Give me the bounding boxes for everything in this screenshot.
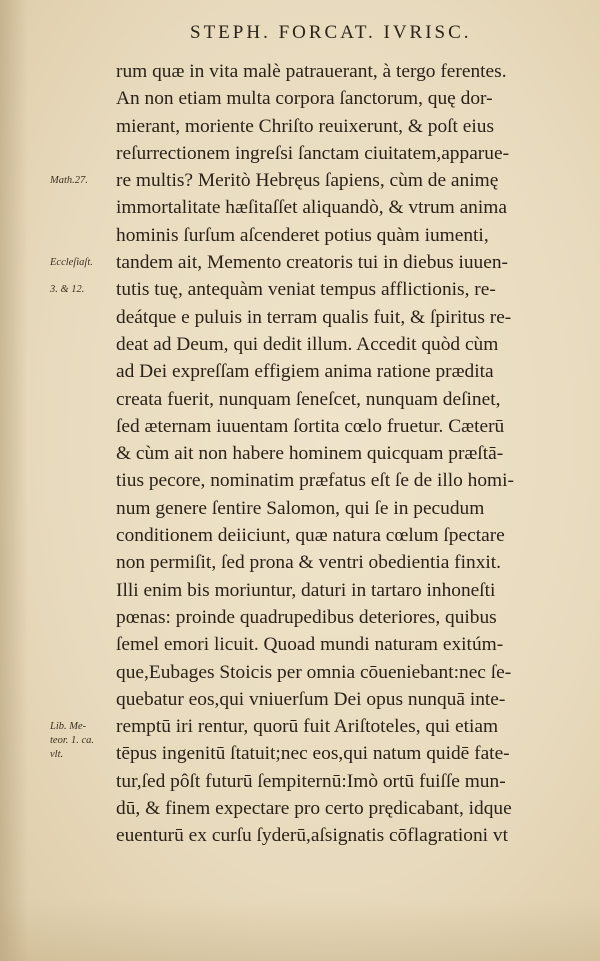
text-line: euenturū ex curſu ſyderū,aſsignatis cōflagrationi vt [116, 825, 508, 847]
text-line: tandem ait, Memento creatoris tui in diebus iuuen- [116, 252, 509, 274]
text-line: reſurrectionem ingreſsi ſanctam ciuitatem,apparue- [116, 142, 510, 164]
running-head: STEPH. FORCAT. IVRISC. [190, 22, 472, 43]
margin-note-ecclesiast: Eccleſiaſt. [50, 257, 93, 269]
gutter-shadow [0, 0, 28, 961]
page-bottom-fold [0, 900, 600, 961]
text-line: ſed æternam iuuentam ſortita cœlo fruetur. Cæterū [116, 415, 505, 437]
text-line: tius pecore, nominatim præfatus eſt ſe de illo homi- [116, 470, 514, 492]
text-line: rum quæ in vita malè patrauerant, à tergo ferentes. [116, 61, 507, 82]
margin-note-chapters: 3. & 12. [50, 284, 85, 296]
text-line: ſemel emori licuit. Quoad mundi naturam exitúm- [116, 634, 504, 656]
text-line: Illi enim bis moriuntur, daturi in tartaro inhoneſti [116, 579, 496, 601]
text-line: tēpus ingenitū ſtatuit;nec eos,qui natum quidē fate- [116, 743, 510, 765]
text-line: pœnas: proinde quadrupedibus deteriores, quibus [116, 606, 497, 628]
text-line: immortalitate hæſitaſſet aliquandò, & vtrum anima [116, 197, 507, 219]
text-line: & cùm ait non habere hominem quicquam præſtā- [116, 443, 504, 465]
margin-note-lib-me: Lib. Me- [50, 721, 87, 733]
text-line: tutis tuę, antequàm veniat tempus afflictionis, re- [116, 279, 496, 301]
text-line: num genere ſentire Salomon, qui ſe in pecudum [116, 497, 485, 519]
text-line: que,Eubages Stoicis per omnia cōueniebant:nec ſe- [116, 661, 512, 683]
text-line: conditionem deiiciunt, quæ natura cœlum ſpectare [116, 525, 505, 547]
text-line: deátque e puluis in terram qualis fuit, & ſpiritus re- [116, 306, 512, 328]
text-line: deat ad Deum, qui dedit illum. Accedit quòd cùm [116, 333, 499, 355]
text-line: An non etiam multa corpora ſanctorum, quę dor- [116, 88, 493, 110]
margin-note-math: Math.27. [50, 175, 88, 187]
text-line: ad Dei expreſſam effigiem anima ratione prædita [116, 361, 494, 383]
text-line: quebatur eos,qui vniuerſum Dei opus nunquā inte- [116, 688, 506, 710]
text-line: creata fuerit, nunquam ſeneſcet, nunquam deſinet, [116, 388, 501, 410]
text-line: re multis? Meritò Hebręus ſapiens, cùm de animę [116, 170, 499, 192]
margin-note-vlt: vlt. [50, 749, 64, 761]
text-line: hominis ſurſum aſcenderet potius quàm iumenti, [116, 224, 489, 246]
margin-note-teor: teor. 1. ca. [50, 735, 95, 747]
main-text-block [116, 58, 588, 850]
text-line: tur,ſed pôſt futurū ſempiternū:Imò ortū fuiſſe mun- [116, 770, 506, 792]
text-line: mierant, moriente Chriſto reuixerunt, & poſt eius [116, 115, 495, 137]
text-line: non permiſit, ſed prona & ventri obedientia finxit. [116, 552, 502, 574]
text-line: dū, & finem expectare pro certo prędicabant, idque [116, 798, 512, 820]
text-line: remptū iri rentur, quorū fuit Ariſtoteles, qui etiam [116, 716, 499, 738]
